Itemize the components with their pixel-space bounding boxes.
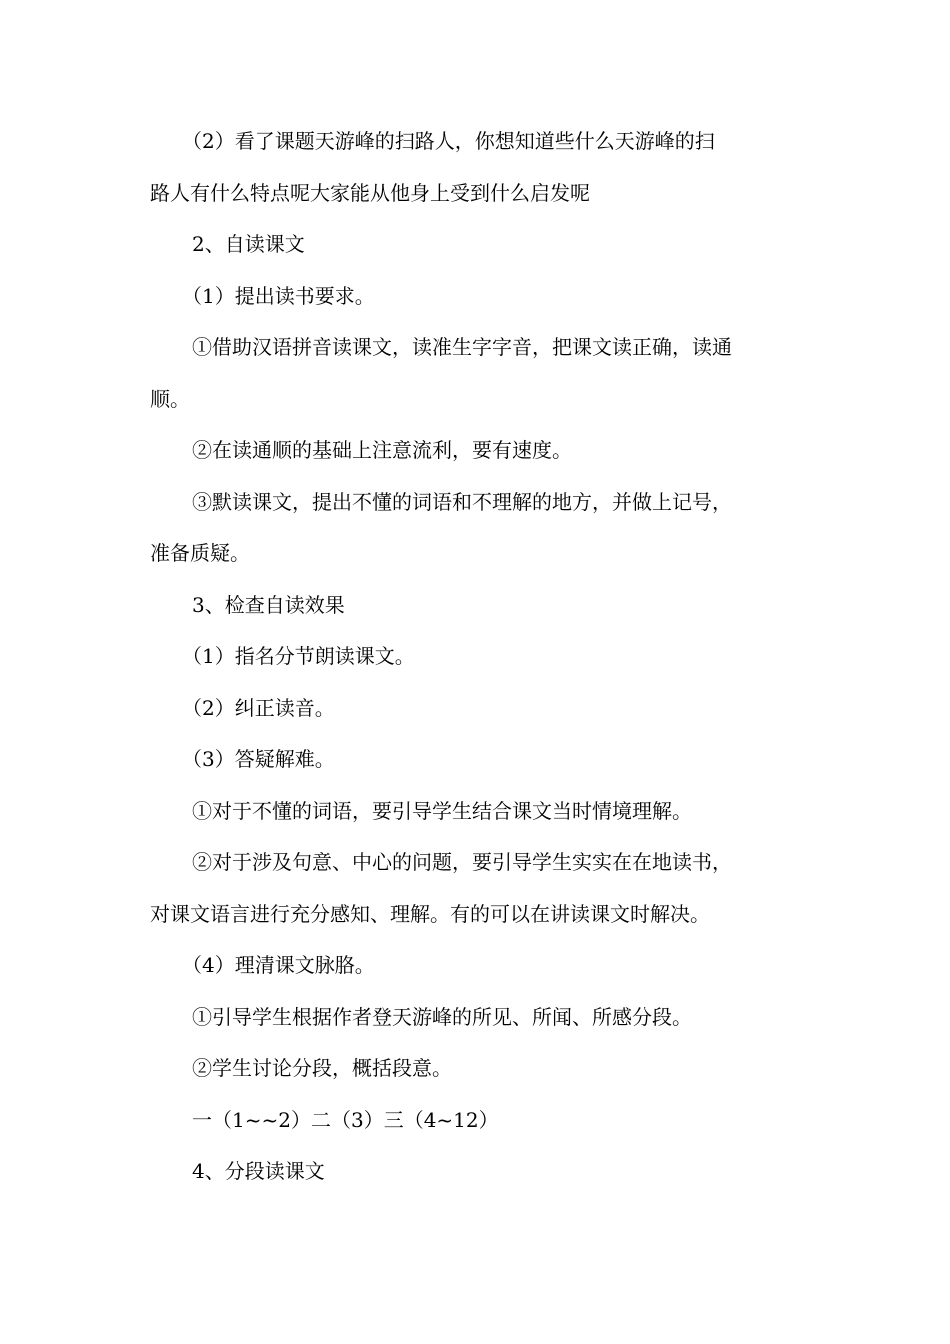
text-line: ②在读通顺的基础上注意流利，要有速度。	[192, 438, 572, 462]
text-line: 对课文语言进行充分感知、理解。有的可以在讲读课文时解决。	[150, 901, 710, 926]
text-line: （4）理清课文脉胳。	[182, 953, 375, 977]
section-heading: 2、自读课文	[192, 232, 305, 256]
document-page	[150, 116, 800, 1198]
text-line: （3）答疑解难。	[182, 747, 335, 771]
text-line: 路人有什么特点呢大家能从他身上受到什么启发呢	[150, 180, 590, 205]
section-heading: 4、分段读课文	[192, 1159, 325, 1183]
text-line: ①引导学生根据作者登天游峰的所见、所闻、所感分段。	[192, 1004, 692, 1029]
text-line: ①对于不懂的词语，要引导学生结合课文当时情境理解。	[192, 798, 692, 823]
text-line: ①借助汉语拼音读课文，读准生字字音，把课文读正确，读通	[192, 335, 732, 359]
text-line: （2）纠正读音。	[182, 695, 335, 720]
text-line: ②学生讨论分段，概括段意。	[192, 1056, 452, 1080]
section-heading: 3、检查自读效果	[192, 592, 345, 617]
text-line: （2）看了课题天游峰的扫路人，你想知道些什么天游峰的扫	[182, 129, 715, 153]
text-line: （1）提出读书要求。	[182, 283, 375, 308]
text-line: ②对于涉及句意、中心的问题，要引导学生实实在在地读书，	[192, 850, 732, 874]
text-line: 顺。	[150, 386, 190, 411]
text-line: ③默读课文，提出不懂的词语和不理解的地方，并做上记号，	[192, 489, 732, 514]
text-line: 一（1~~2）二（3）三（4~12）	[192, 1107, 499, 1132]
text-line: 准备质疑。	[150, 541, 250, 565]
text-line: （1）指名分节朗读课文。	[182, 644, 415, 668]
